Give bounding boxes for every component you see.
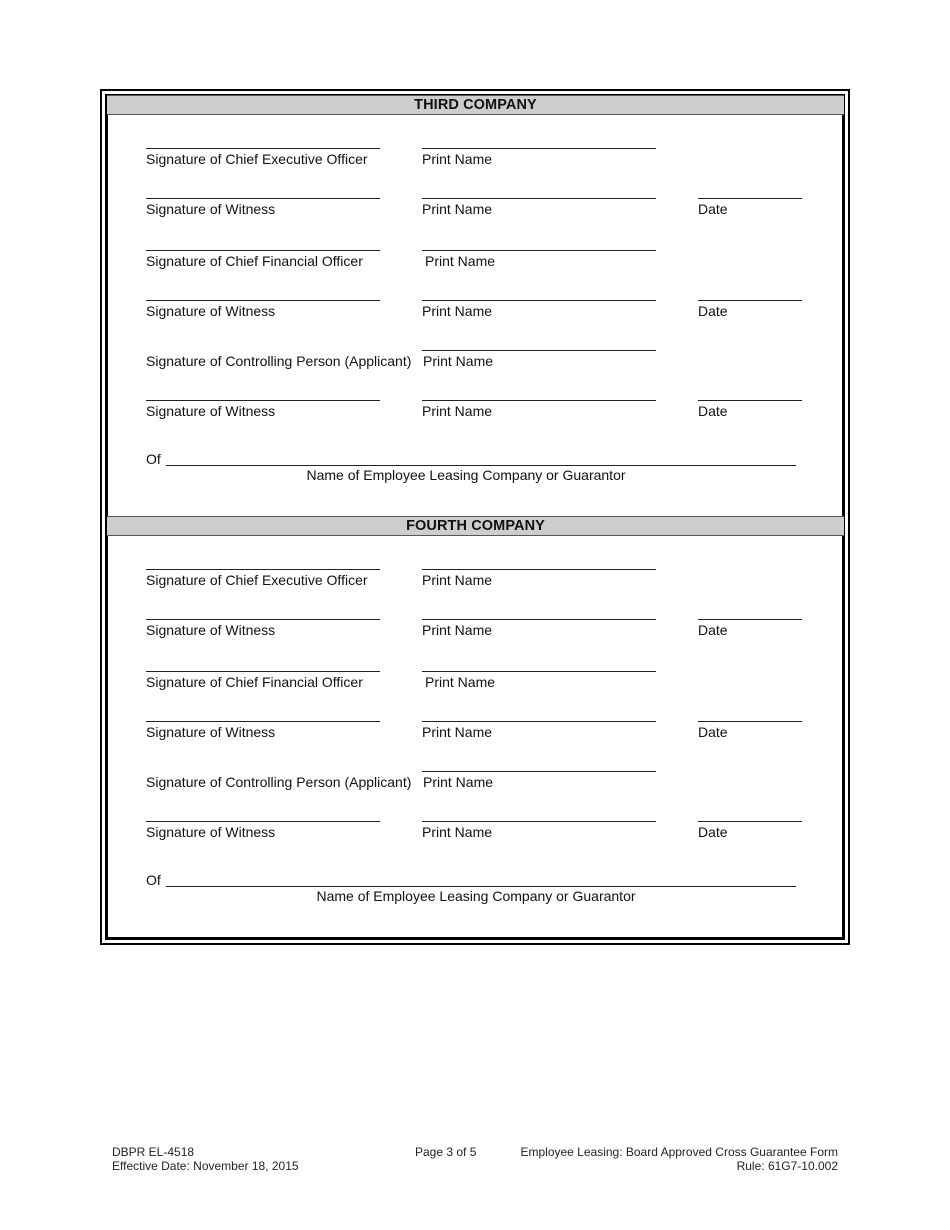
signature-line[interactable] [146, 671, 380, 672]
company-name-caption: Name of Employee Leasing Company or Guarantor [306, 467, 626, 483]
print-name-label: Print Name [422, 622, 493, 638]
print-name-line[interactable] [422, 771, 656, 772]
footer-page-number: Page 3 of 5 [415, 1145, 477, 1159]
of-label: Of [146, 872, 161, 888]
signature-label: Signature of Controlling Person (Applicant) [146, 353, 412, 369]
signature-label: Signature of Witness [146, 622, 276, 638]
signature-label: Signature of Controlling Person (Applicant) [146, 774, 412, 790]
print-name-line[interactable] [422, 400, 656, 401]
signature-label: Signature of Witness [146, 201, 276, 217]
date-label: Date [698, 724, 728, 740]
print-name-label: Print Name [422, 403, 493, 419]
signature-label: Signature of Witness [146, 824, 276, 840]
footer-rule: Rule: 61G7-10.002 [736, 1159, 838, 1173]
print-name-label: Print Name [423, 774, 494, 790]
print-name-line[interactable] [422, 821, 656, 822]
signature-label: Signature of Chief Financial Officer [146, 253, 363, 269]
date-label: Date [698, 303, 728, 319]
date-label: Date [698, 201, 728, 217]
signature-line[interactable] [146, 569, 380, 570]
print-name-line[interactable] [422, 671, 656, 672]
print-name-label: Print Name [422, 724, 493, 740]
print-name-line[interactable] [422, 250, 656, 251]
footer-form-title: Employee Leasing: Board Approved Cross Guarantee Form [520, 1145, 838, 1159]
date-line[interactable] [698, 821, 802, 822]
signature-line[interactable] [146, 250, 380, 251]
print-name-label: Print Name [423, 353, 494, 369]
of-label: Of [146, 451, 161, 467]
company-name-line[interactable] [166, 465, 796, 466]
signature-label: Signature of Witness [146, 724, 276, 740]
print-name-label: Print Name [425, 253, 496, 269]
section-header-third-company: THIRD COMPANY [107, 95, 844, 115]
date-line[interactable] [698, 619, 802, 620]
print-name-label: Print Name [422, 201, 493, 217]
print-name-line[interactable] [422, 721, 656, 722]
print-name-line[interactable] [422, 350, 656, 351]
signature-line[interactable] [146, 300, 380, 301]
date-line[interactable] [698, 721, 802, 722]
print-name-line[interactable] [422, 198, 656, 199]
signature-label: Signature of Chief Financial Officer [146, 674, 363, 690]
print-name-line[interactable] [422, 619, 656, 620]
print-name-label: Print Name [422, 824, 493, 840]
signature-label: Signature of Chief Executive Officer [146, 151, 368, 167]
print-name-label: Print Name [422, 572, 493, 588]
signature-line[interactable] [146, 619, 380, 620]
date-label: Date [698, 403, 728, 419]
signature-label: Signature of Chief Executive Officer [146, 572, 368, 588]
signature-line[interactable] [146, 148, 380, 149]
section-header-fourth-company: FOURTH COMPANY [107, 516, 844, 536]
signature-line[interactable] [146, 721, 380, 722]
date-label: Date [698, 622, 728, 638]
signature-line[interactable] [146, 400, 380, 401]
company-name-line[interactable] [166, 886, 796, 887]
print-name-label: Print Name [425, 674, 496, 690]
signature-line[interactable] [146, 821, 380, 822]
date-line[interactable] [698, 300, 802, 301]
footer-form-id: DBPR EL-4518 [112, 1145, 195, 1159]
date-line[interactable] [698, 198, 802, 199]
print-name-line[interactable] [422, 569, 656, 570]
signature-label: Signature of Witness [146, 303, 276, 319]
company-name-caption: Name of Employee Leasing Company or Guarantor [316, 888, 636, 904]
signature-line[interactable] [146, 198, 380, 199]
print-name-label: Print Name [422, 303, 493, 319]
print-name-line[interactable] [422, 300, 656, 301]
date-label: Date [698, 824, 728, 840]
print-name-label: Print Name [422, 151, 493, 167]
signature-label: Signature of Witness [146, 403, 276, 419]
print-name-line[interactable] [422, 148, 656, 149]
footer-effective-date: Effective Date: November 18, 2015 [112, 1159, 299, 1173]
date-line[interactable] [698, 400, 802, 401]
